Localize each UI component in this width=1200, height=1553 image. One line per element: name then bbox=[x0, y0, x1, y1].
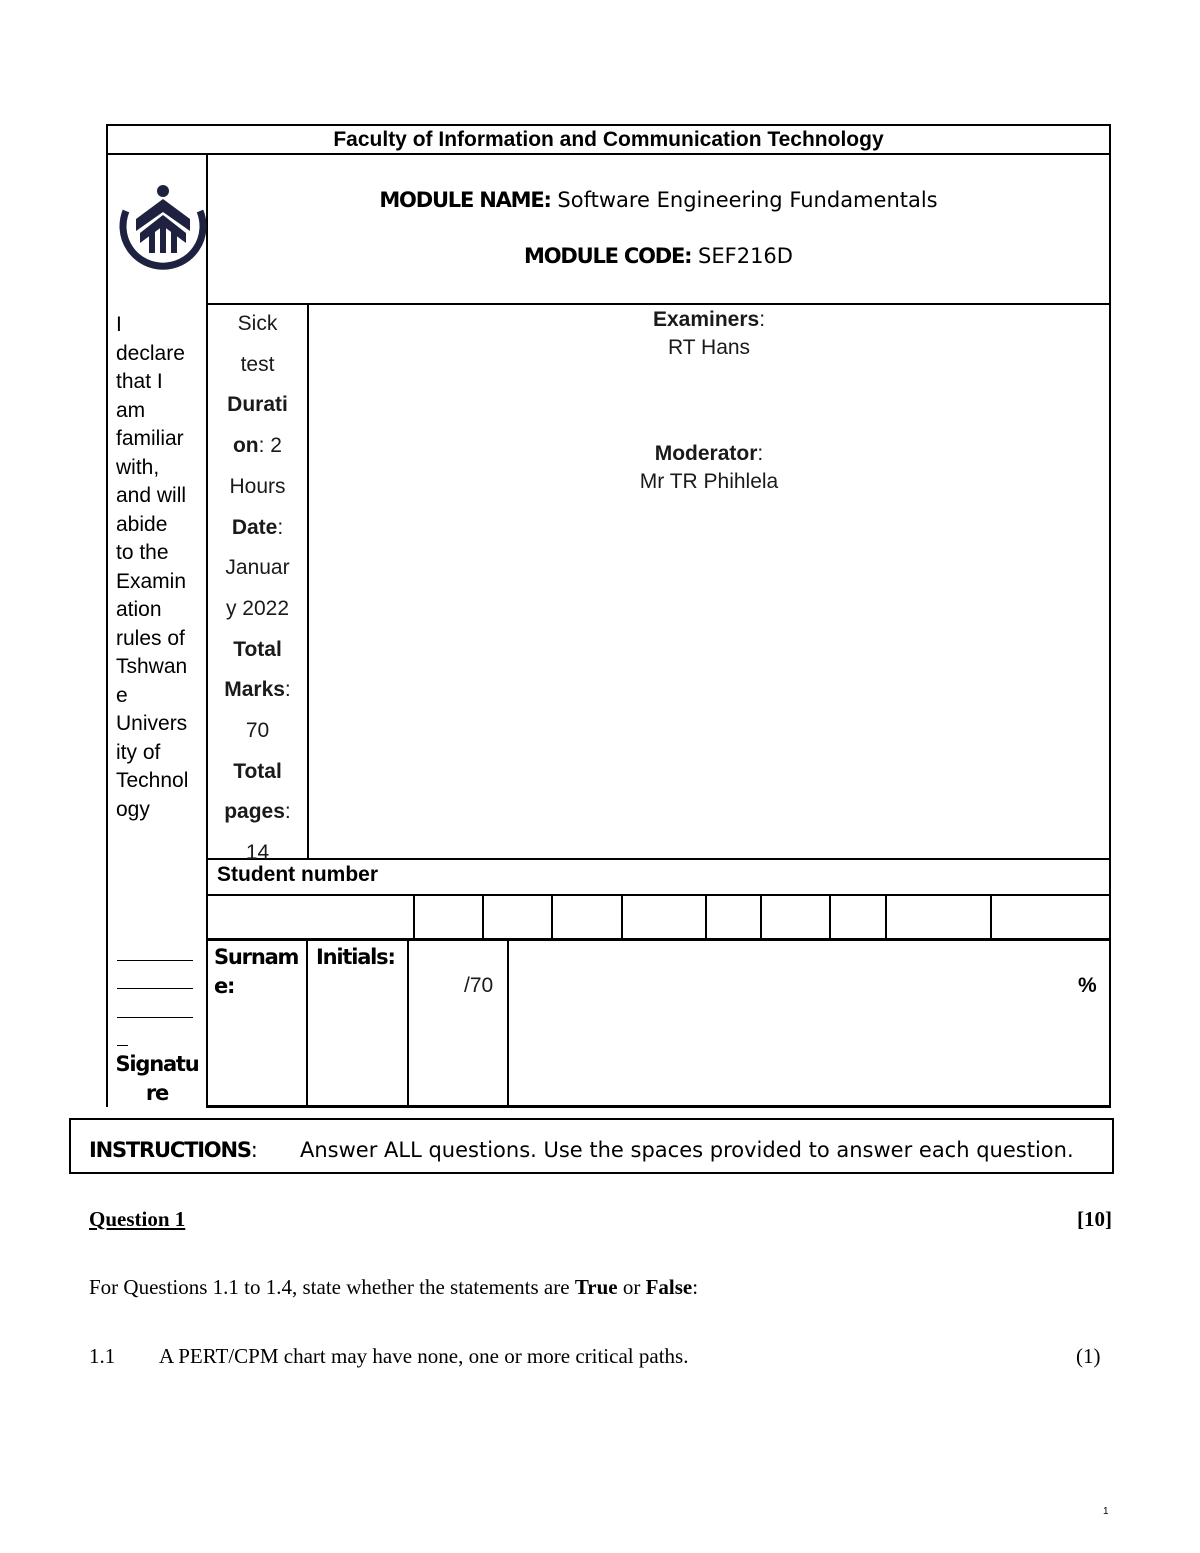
declaration-line: ogy bbox=[116, 797, 150, 821]
instructions-label-text: INSTRUCTIONS bbox=[89, 1138, 251, 1162]
instructions-text: Answer ALL questions. Use the spaces provided to answer each question. bbox=[300, 1138, 1074, 1162]
declaration-line: abide bbox=[116, 512, 168, 536]
surname-cell[interactable] bbox=[214, 943, 306, 1001]
declaration-line: familiar bbox=[116, 427, 184, 450]
declaration-text bbox=[116, 311, 206, 824]
student-number-digit-box[interactable] bbox=[623, 896, 705, 938]
question-1-intro-text: For Questions 1.1 to 1.4, state whether the statements are bbox=[89, 1275, 575, 1299]
signature-label-line: re bbox=[145, 1081, 169, 1105]
percent-sign: % bbox=[1078, 974, 1097, 997]
declaration-line: to the bbox=[116, 541, 169, 564]
declaration-line: Univers bbox=[116, 712, 188, 735]
moderator-name: Mr TR Phihlela bbox=[639, 470, 779, 493]
true-keyword: True bbox=[574, 1275, 618, 1299]
duration-label: Durati bbox=[227, 393, 288, 417]
student-number-digit-box[interactable] bbox=[831, 896, 885, 938]
date-label: Date bbox=[231, 515, 278, 539]
surname-label: Surnam bbox=[214, 945, 299, 969]
initials-label: Initials: bbox=[316, 945, 395, 969]
moderator-colon: : bbox=[757, 442, 764, 465]
declaration-line: Technol bbox=[116, 769, 189, 792]
declaration-line: with, bbox=[116, 455, 160, 479]
duration-unit: Hours bbox=[229, 474, 286, 498]
examiners-label: Examiners bbox=[652, 308, 760, 331]
module-code: SEF216D bbox=[698, 244, 793, 268]
student-number-digit-box[interactable] bbox=[762, 896, 829, 938]
declaration-line: that I bbox=[116, 370, 163, 393]
declaration-line: and will bbox=[116, 484, 187, 507]
question-1-intro-text: : bbox=[692, 1275, 699, 1299]
false-keyword: False bbox=[645, 1275, 693, 1299]
student-number-digit-box[interactable] bbox=[415, 896, 482, 938]
total-pages-colon: : bbox=[284, 800, 291, 824]
module-name-label: MODULE NAME: bbox=[379, 188, 551, 212]
student-number-digit-box[interactable] bbox=[992, 896, 1109, 938]
module-code-line bbox=[208, 242, 1109, 270]
marks-out-of: /70 bbox=[464, 974, 494, 997]
student-number-digit-box[interactable] bbox=[887, 896, 990, 938]
question-1-marks: [10] bbox=[1077, 1207, 1112, 1231]
declaration-line: Tshwan bbox=[116, 655, 188, 678]
declaration-line: I bbox=[116, 313, 122, 336]
signature-line bbox=[117, 1045, 128, 1046]
instructions-colon: : bbox=[250, 1138, 257, 1162]
question-1-intro bbox=[89, 1274, 698, 1300]
moderator-label: Moderator bbox=[654, 442, 758, 465]
total-marks-value: 70 bbox=[245, 719, 270, 743]
question-1-1-number: 1.1 bbox=[89, 1344, 116, 1368]
moderator-block bbox=[309, 440, 1109, 496]
module-name: Software Engineering Fundamentals bbox=[557, 188, 938, 212]
page-number: 1 bbox=[1103, 1506, 1109, 1517]
question-1-1-text: A PERT/CPM chart may have none, one or more critical paths. bbox=[159, 1344, 689, 1368]
module-name-line bbox=[208, 186, 1109, 214]
total-marks-label: Marks bbox=[224, 678, 285, 702]
total-pages-label: pages bbox=[224, 800, 285, 824]
total-pages-value: 14 bbox=[245, 841, 270, 865]
examiners-block bbox=[309, 306, 1109, 362]
total-marks-label: Total bbox=[233, 637, 282, 661]
test-type: test bbox=[240, 352, 275, 376]
initials-cell[interactable] bbox=[316, 943, 406, 972]
declaration-line: am bbox=[116, 398, 146, 422]
examiners-colon: : bbox=[759, 308, 766, 331]
question-1-intro-text: or bbox=[617, 1275, 646, 1299]
faculty-title: Faculty of Information and Communication Technology bbox=[333, 128, 884, 151]
declaration-line: ity of bbox=[116, 740, 161, 764]
instructions-label bbox=[89, 1137, 257, 1163]
declaration-line: Examin bbox=[116, 569, 187, 593]
date-value: y 2022 bbox=[225, 596, 290, 620]
signature-label bbox=[108, 1050, 206, 1108]
signature-line bbox=[117, 960, 193, 961]
question-1-1-marks: (1) bbox=[1076, 1344, 1101, 1368]
examiner-name: RT Hans bbox=[667, 336, 751, 359]
declaration-line: ation bbox=[116, 598, 162, 621]
duration-value: : 2 bbox=[258, 434, 282, 458]
declaration-line: declare bbox=[116, 341, 185, 365]
duration-label: on bbox=[232, 434, 259, 458]
date-value: Januar bbox=[225, 556, 290, 580]
test-info bbox=[208, 304, 307, 874]
student-number-digit-box[interactable] bbox=[484, 896, 551, 938]
declaration-line: e bbox=[116, 683, 128, 707]
signature-line bbox=[117, 988, 193, 989]
signature-label-line: Signatu bbox=[115, 1052, 199, 1076]
signature-line bbox=[117, 1017, 193, 1018]
declaration-line: rules of bbox=[116, 626, 185, 650]
question-1-title: Question 1 bbox=[89, 1207, 186, 1231]
total-marks-colon: : bbox=[284, 678, 291, 702]
university-logo-icon bbox=[116, 181, 210, 275]
student-number-digit-box[interactable] bbox=[553, 896, 621, 938]
student-number-label: Student number bbox=[217, 863, 378, 886]
surname-label: e: bbox=[214, 974, 235, 998]
total-pages-label: Total bbox=[233, 759, 282, 783]
test-type: Sick bbox=[237, 312, 278, 335]
date-colon: : bbox=[277, 515, 284, 539]
module-code-label: MODULE CODE: bbox=[524, 244, 692, 268]
student-number-digit-box[interactable] bbox=[707, 896, 760, 938]
